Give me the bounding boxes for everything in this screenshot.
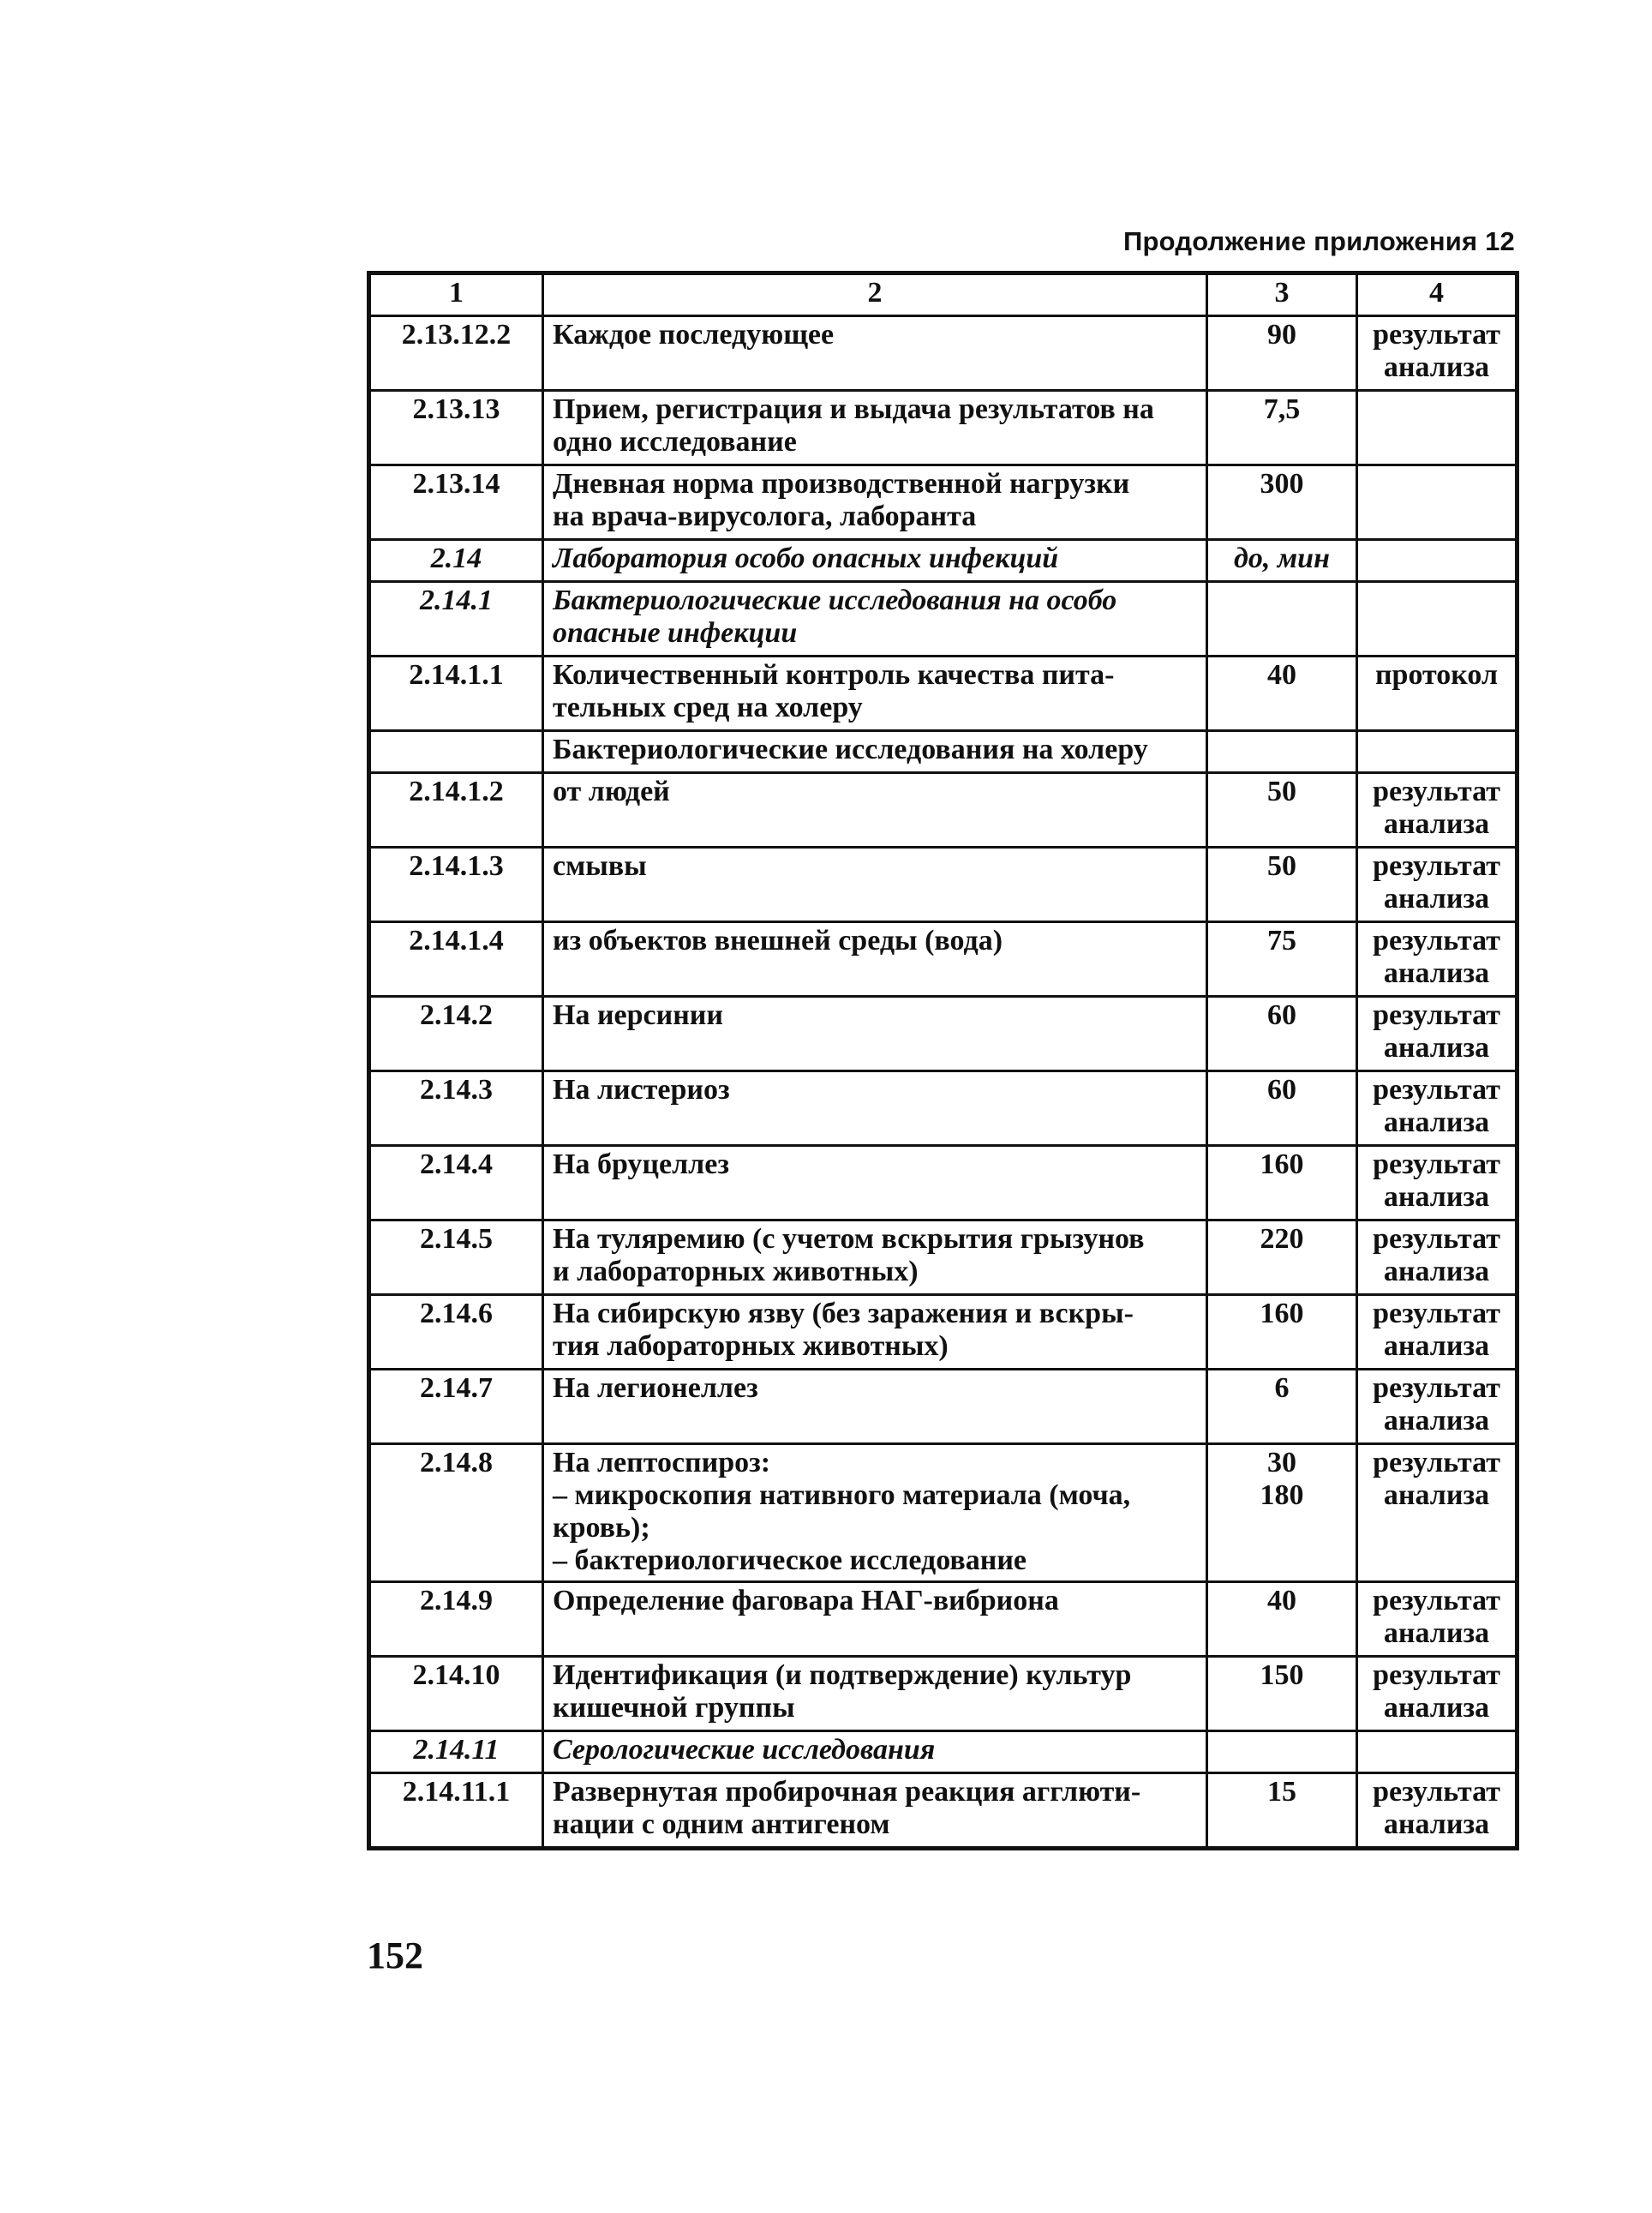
item-description-line: – микроскопия нативного материала (моча,	[553, 1479, 1131, 1511]
item-code: 2.14.8	[369, 1444, 543, 1582]
item-description	[543, 773, 1207, 848]
item-code: 2.13.14	[369, 465, 543, 540]
item-code: 2.14.1	[369, 582, 543, 657]
item-accounting-unit	[1357, 1071, 1517, 1146]
table-row	[369, 316, 1517, 391]
item-time-value	[1207, 1370, 1357, 1444]
item-description	[543, 1444, 1207, 1582]
table-row	[369, 922, 1517, 997]
table-row	[369, 1444, 1517, 1582]
item-description	[543, 1582, 1207, 1657]
item-description	[543, 465, 1207, 540]
item-accounting-unit-line: результат	[1373, 1372, 1500, 1404]
item-description-line: На легионеллез	[553, 1372, 758, 1404]
item-time-value	[1207, 657, 1357, 731]
item-description-line: на врача-вирусолога, лаборанта	[553, 501, 977, 532]
column-number-3: 3	[1207, 273, 1357, 316]
item-accounting-unit-line: анализа	[1383, 1405, 1490, 1436]
table-row	[369, 773, 1517, 848]
table-row	[369, 465, 1517, 540]
item-description	[543, 997, 1207, 1071]
item-accounting-unit-line: анализа	[1383, 1181, 1490, 1213]
item-accounting-unit	[1357, 848, 1517, 922]
item-description-line: На листериоз	[553, 1074, 730, 1106]
item-description	[543, 657, 1207, 731]
item-accounting-unit-line: анализа	[1383, 883, 1490, 915]
item-description	[543, 1220, 1207, 1295]
item-description-line: На туляремию (с учетом вскрытия грызунов	[553, 1223, 1145, 1255]
table-section-row	[369, 540, 1517, 582]
item-accounting-unit-line: результат	[1373, 999, 1500, 1031]
item-time-value	[1207, 1657, 1357, 1731]
item-code: 2.14.11.1	[369, 1773, 543, 1849]
item-description	[543, 582, 1207, 657]
item-time-value	[1207, 540, 1357, 582]
column-number-4: 4	[1357, 273, 1517, 316]
item-time-value-line: 300	[1260, 468, 1304, 500]
item-description-line: Бактериологические исследования на особо	[553, 585, 1117, 616]
item-accounting-unit	[1357, 1370, 1517, 1444]
item-time-value-line: 150	[1260, 1659, 1304, 1691]
item-description	[543, 540, 1207, 582]
item-time-value	[1207, 1220, 1357, 1295]
appendix-continuation-header: Продолжение приложения 12	[1122, 226, 1515, 256]
item-code: 2.14.9	[369, 1582, 543, 1657]
item-time-value-line: 30	[1267, 1447, 1296, 1478]
item-time-value	[1207, 582, 1357, 657]
table-section-row	[369, 1731, 1517, 1773]
norms-table	[367, 271, 1519, 1850]
item-description-line: На сибирскую язву (без заражения и вскры-	[553, 1298, 1134, 1329]
item-description-line: из объектов внешней среды (вода)	[553, 925, 1003, 957]
item-code: 2.14.3	[369, 1071, 543, 1146]
norms-table-container	[367, 271, 1515, 1850]
table-body	[369, 316, 1517, 1849]
item-code: 2.14.5	[369, 1220, 543, 1295]
item-accounting-unit-line: анализа	[1383, 1330, 1490, 1362]
item-time-value	[1207, 1444, 1357, 1582]
item-time-value-line: 40	[1267, 659, 1296, 691]
item-accounting-unit-line: анализа	[1383, 808, 1490, 840]
item-code: 2.14.2	[369, 997, 543, 1071]
item-code: 2.14	[369, 540, 543, 582]
item-accounting-unit	[1357, 922, 1517, 997]
item-accounting-unit-line: анализа	[1383, 957, 1490, 989]
column-number-row	[369, 273, 1517, 316]
item-description	[543, 1657, 1207, 1731]
item-description	[543, 731, 1207, 773]
table-row	[369, 731, 1517, 773]
item-code: 2.13.13	[369, 391, 543, 465]
item-description-line: одно исследование	[553, 426, 797, 458]
item-code: 2.14.11	[369, 1731, 543, 1773]
item-description-line: Идентификация (и подтверждение) культур	[553, 1659, 1132, 1691]
item-description-line: Лаборатория особо опасных инфекций	[553, 543, 1059, 574]
item-time-value	[1207, 1582, 1357, 1657]
item-accounting-unit-line: результат	[1373, 1223, 1500, 1255]
item-accounting-unit	[1357, 1444, 1517, 1582]
item-description-line: кишечной группы	[553, 1692, 795, 1724]
item-description	[543, 316, 1207, 391]
item-description-line: Количественный контроль качества пита-	[553, 659, 1115, 691]
item-time-value	[1207, 997, 1357, 1071]
item-accounting-unit	[1357, 316, 1517, 391]
item-code: 2.14.1.3	[369, 848, 543, 922]
item-description-line: Дневная норма производственной нагрузки	[553, 468, 1130, 500]
item-code: 2.14.4	[369, 1146, 543, 1220]
table-row	[369, 1657, 1517, 1731]
item-description-line: Бактериологические исследования на холеру	[553, 734, 1148, 765]
table-row	[369, 1295, 1517, 1370]
item-description	[543, 1295, 1207, 1370]
item-accounting-unit-line: результат	[1373, 776, 1500, 807]
table-row	[369, 848, 1517, 922]
item-description-line: – бактериологическое исследование	[553, 1544, 1027, 1576]
item-description-line: от людей	[553, 776, 670, 807]
item-description-line: тия лабораторных животных)	[553, 1330, 949, 1362]
item-accounting-unit-line: анализа	[1383, 1808, 1490, 1840]
item-description-line: Прием, регистрация и выдача результатов на	[553, 393, 1154, 425]
item-accounting-unit	[1357, 540, 1517, 582]
item-time-value-line: 40	[1267, 1585, 1296, 1616]
item-description	[543, 1146, 1207, 1220]
item-time-value-line: 15	[1267, 1776, 1296, 1808]
item-description-line: Развернутая пробирочная реакция агглюти-	[553, 1776, 1141, 1808]
item-accounting-unit-line: результат	[1373, 925, 1500, 957]
item-description-line: Определение фаговара НАГ-вибриона	[553, 1585, 1059, 1616]
item-description-line: тельных сред на холеру	[553, 692, 863, 723]
table-row	[369, 1071, 1517, 1146]
item-accounting-unit-line: результат	[1373, 1074, 1500, 1106]
item-description	[543, 848, 1207, 922]
table-row	[369, 1220, 1517, 1295]
item-accounting-unit	[1357, 731, 1517, 773]
item-code: 2.14.6	[369, 1295, 543, 1370]
item-accounting-unit-line: анализа	[1383, 1032, 1490, 1064]
item-time-value-line: 50	[1267, 850, 1296, 882]
item-description	[543, 1071, 1207, 1146]
item-time-value	[1207, 1773, 1357, 1849]
item-time-value-line: до, мин	[1234, 543, 1330, 574]
item-accounting-unit	[1357, 465, 1517, 540]
item-accounting-unit	[1357, 773, 1517, 848]
table-row	[369, 1146, 1517, 1220]
table-section-row	[369, 582, 1517, 657]
item-accounting-unit-line: результат	[1373, 1298, 1500, 1329]
item-description-line: На лептоспироз:	[553, 1447, 771, 1478]
item-accounting-unit-line: результат	[1373, 1447, 1500, 1478]
page-number: 152	[367, 1934, 423, 1976]
item-accounting-unit-line: результат	[1373, 1776, 1500, 1808]
item-time-value	[1207, 848, 1357, 922]
item-time-value-line: 180	[1260, 1479, 1304, 1511]
item-accounting-unit-line: анализа	[1383, 351, 1490, 383]
column-number-2: 2	[543, 273, 1207, 316]
item-description-line: Серологические исследования	[553, 1734, 936, 1766]
item-code	[369, 731, 543, 773]
item-time-value	[1207, 1731, 1357, 1773]
table-row	[369, 391, 1517, 465]
item-code: 2.14.1.1	[369, 657, 543, 731]
item-accounting-unit	[1357, 1146, 1517, 1220]
item-description-line: опасные инфекции	[553, 617, 798, 649]
item-accounting-unit	[1357, 1220, 1517, 1295]
item-description	[543, 391, 1207, 465]
item-description-line: кровь);	[553, 1512, 650, 1544]
item-accounting-unit-line: результат	[1373, 1148, 1500, 1180]
item-time-value-line: 50	[1267, 776, 1296, 807]
item-time-value	[1207, 1295, 1357, 1370]
table-row	[369, 1773, 1517, 1849]
item-time-value-line: 160	[1260, 1298, 1304, 1329]
item-accounting-unit	[1357, 1731, 1517, 1773]
item-accounting-unit	[1357, 1657, 1517, 1731]
item-accounting-unit	[1357, 997, 1517, 1071]
item-accounting-unit-line: анализа	[1383, 1479, 1490, 1511]
item-time-value-line: 90	[1267, 319, 1296, 351]
item-description	[543, 1773, 1207, 1849]
item-description-line: и лабораторных животных)	[553, 1256, 919, 1287]
item-description-line: Каждое последующее	[553, 319, 835, 351]
item-code: 2.14.10	[369, 1657, 543, 1731]
item-time-value-line: 220	[1260, 1223, 1304, 1255]
item-accounting-unit	[1357, 1582, 1517, 1657]
item-time-value	[1207, 922, 1357, 997]
table-row	[369, 1370, 1517, 1444]
item-accounting-unit-line: результат	[1373, 1659, 1500, 1691]
item-time-value-line: 75	[1267, 925, 1296, 957]
item-description	[543, 922, 1207, 997]
item-description-line: смывы	[553, 850, 647, 882]
item-time-value	[1207, 1071, 1357, 1146]
item-accounting-unit-line: результат	[1373, 319, 1500, 351]
item-accounting-unit-line: анализа	[1383, 1256, 1490, 1287]
item-accounting-unit	[1357, 1295, 1517, 1370]
item-code: 2.14.1.2	[369, 773, 543, 848]
table-row	[369, 657, 1517, 731]
item-accounting-unit-line: результат	[1373, 1585, 1500, 1616]
item-time-value	[1207, 465, 1357, 540]
item-code: 2.14.7	[369, 1370, 543, 1444]
item-description	[543, 1731, 1207, 1773]
item-time-value	[1207, 391, 1357, 465]
table-row	[369, 997, 1517, 1071]
item-accounting-unit-line: протокол	[1374, 659, 1499, 691]
item-time-value	[1207, 316, 1357, 391]
item-time-value-line: 60	[1267, 999, 1296, 1031]
item-description-line: нации с одним антигеном	[553, 1808, 890, 1840]
item-accounting-unit	[1357, 391, 1517, 465]
item-time-value-line: 7,5	[1263, 393, 1301, 425]
item-accounting-unit-line: анализа	[1383, 1106, 1490, 1138]
item-time-value	[1207, 773, 1357, 848]
item-time-value-line: 160	[1260, 1148, 1304, 1180]
column-number-1: 1	[369, 273, 543, 316]
item-accounting-unit	[1357, 582, 1517, 657]
table-row	[369, 1582, 1517, 1657]
item-accounting-unit-line: анализа	[1383, 1692, 1490, 1724]
item-time-value-line: 60	[1267, 1074, 1296, 1106]
item-description-line: На бруцеллез	[553, 1148, 729, 1180]
item-time-value	[1207, 1146, 1357, 1220]
item-accounting-unit-line: анализа	[1383, 1617, 1490, 1649]
item-time-value	[1207, 731, 1357, 773]
item-accounting-unit	[1357, 1773, 1517, 1849]
item-description	[543, 1370, 1207, 1444]
item-accounting-unit-line: результат	[1373, 850, 1500, 882]
item-description-line: На иерсинии	[553, 999, 723, 1031]
item-time-value-line: 6	[1274, 1372, 1290, 1404]
item-code: 2.14.1.4	[369, 922, 543, 997]
item-accounting-unit	[1357, 657, 1517, 731]
item-code: 2.13.12.2	[369, 316, 543, 391]
